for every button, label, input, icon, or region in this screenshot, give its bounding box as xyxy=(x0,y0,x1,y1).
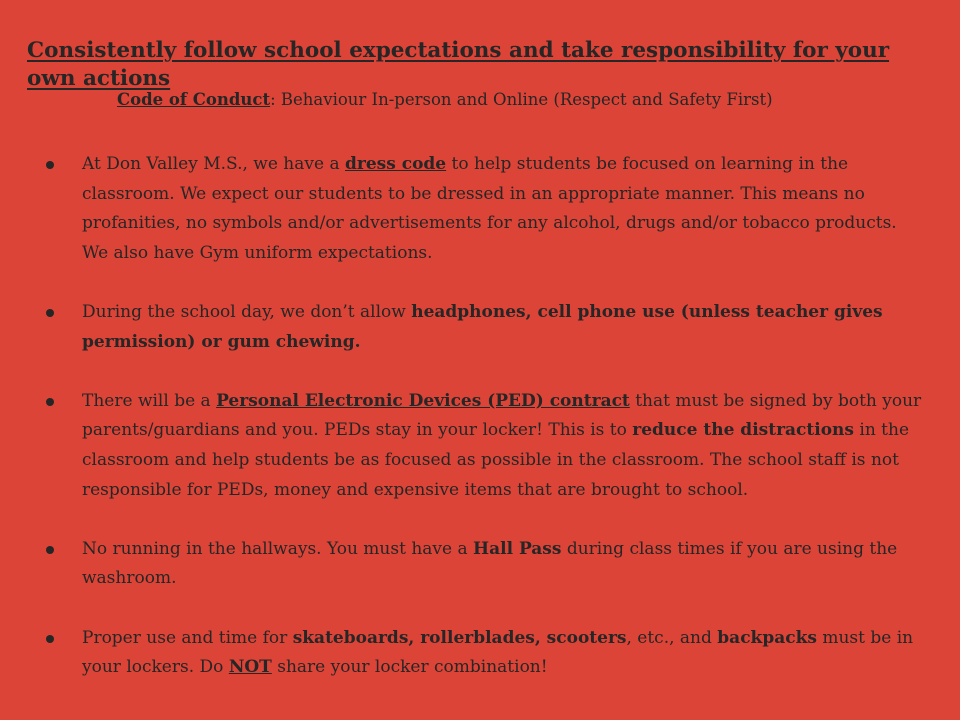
wheeled-items-emphasis: skateboards, rollerblades, scooters xyxy=(292,627,627,648)
ped-contract-emphasis: Personal Electronic Devices (PED) contract xyxy=(216,390,630,411)
page-heading: Consistently follow school expectations and take responsibility for your own actions xyxy=(27,38,890,91)
bullet-icon xyxy=(46,546,54,554)
rule-text: During the school day, we don’t allow xyxy=(82,301,412,322)
rule-text: must be in your lockers. Do xyxy=(82,627,914,678)
rule-text: , etc., and xyxy=(626,627,718,648)
bullet-icon xyxy=(46,398,54,406)
dress-code-emphasis: dress code xyxy=(345,154,447,174)
rule-text: Proper use and time for xyxy=(82,627,293,648)
code-of-conduct-label: Code of Conduct xyxy=(117,90,271,109)
rule-text: to help students be focused on learning in the classroom. We expect our students to be dressed in an appropriate manner. This means no profanities, no symbols and/or advertisements for any alcohol, drugs and/or tobacco products. We also have Gym uniform expectations. xyxy=(82,154,897,263)
subtitle-text: : Behaviour In-person and Online (Respect and Safety First) xyxy=(270,90,773,109)
rule-text: There will be a xyxy=(82,390,217,411)
not-emphasis: NOT xyxy=(228,657,272,678)
bullet-icon xyxy=(46,635,54,643)
rule-lockers xyxy=(0,624,960,683)
rule-devices-school-day xyxy=(0,298,960,357)
hall-pass-emphasis: Hall Pass xyxy=(473,538,562,559)
rule-dress-code xyxy=(0,150,960,268)
rule-ped-contract xyxy=(0,387,960,505)
rule-text: in the classroom and help students be as focused as possible in the classroom. The school staff is not responsible for PEDs, money and expensive items that are brought to school. xyxy=(82,420,910,500)
rule-text: during class times if you are using the washroom. xyxy=(82,538,898,589)
reduce-distractions-emphasis: reduce the distractions xyxy=(632,420,854,441)
code-of-conduct-subtitle xyxy=(117,88,947,112)
rule-hall-pass xyxy=(0,535,960,594)
rule-text: No running in the hallways. You must have a xyxy=(82,538,474,559)
bullet-icon xyxy=(46,161,54,169)
prohibited-items-emphasis: headphones, cell phone use (unless teacher gives permission) or gum chewing. xyxy=(82,301,883,352)
rule-text: share your locker combination! xyxy=(271,657,548,678)
bullet-icon xyxy=(46,309,54,317)
rule-text: At Don Valley M.S., we have a xyxy=(82,154,345,174)
rules-list xyxy=(0,150,960,712)
rule-text: that must be signed by both your parents/guardians and you. PEDs stay in your locker! This is to xyxy=(82,390,922,441)
backpacks-emphasis: backpacks xyxy=(717,627,817,648)
